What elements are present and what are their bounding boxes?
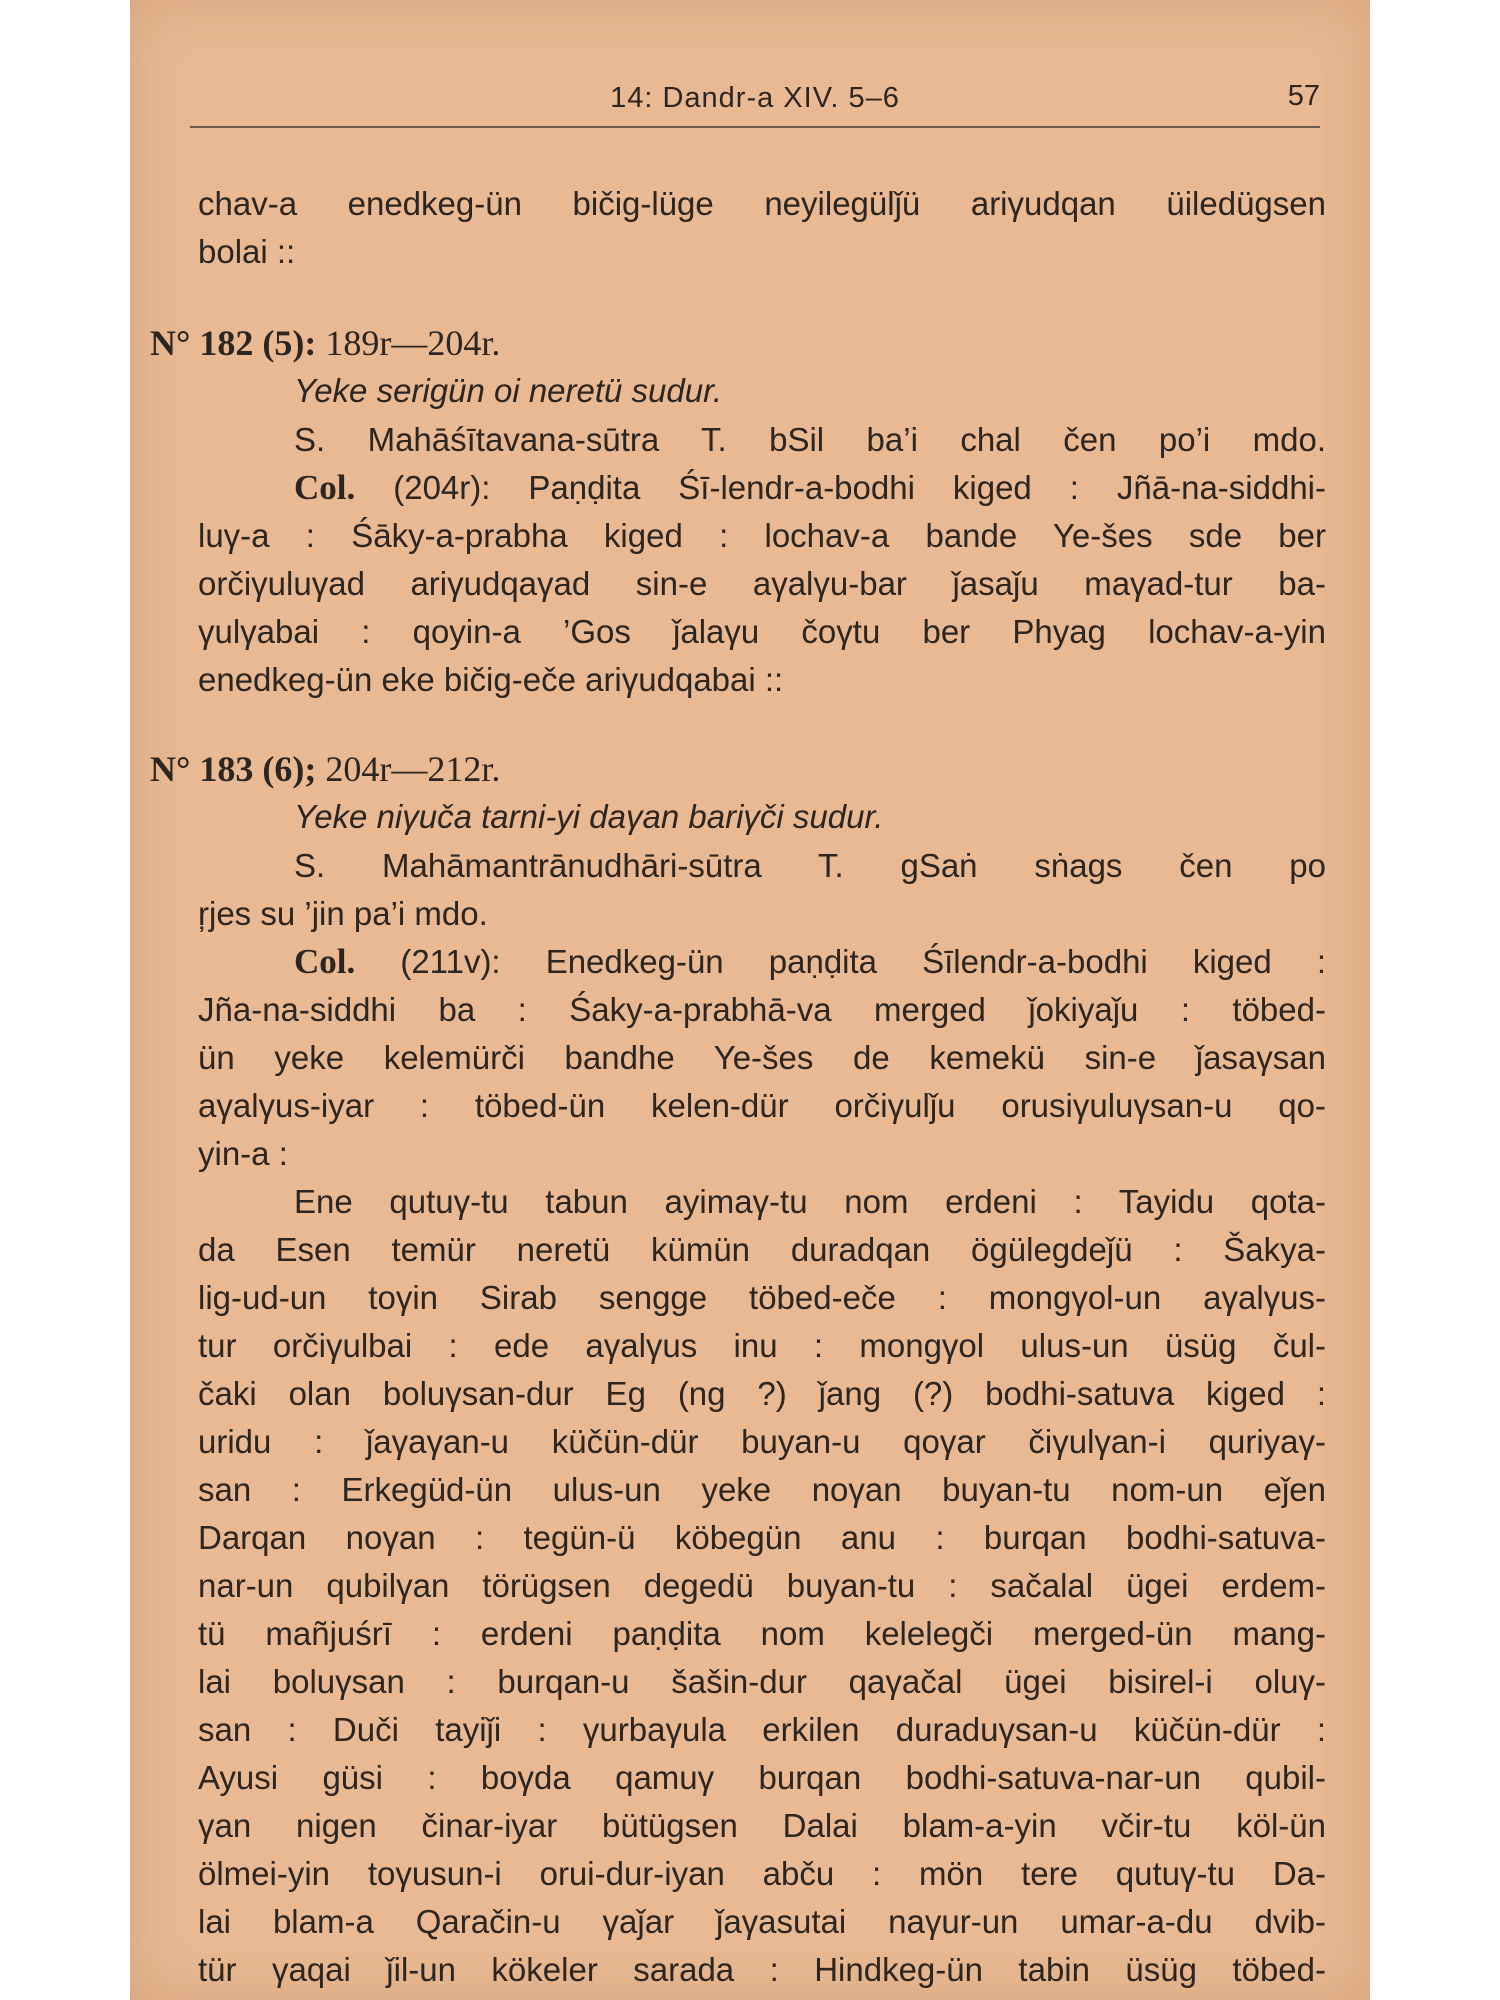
- intro-line: chav-a enedkeg-ün bičig-lüge neyilegülǰü ariγudqan üiledügsen: [198, 185, 1326, 222]
- colophon-line: luγ-a : Śāky-a-prabha kiged : lochav-a bande Ye-šes sde ber: [198, 517, 1326, 554]
- entry-title: Yeke niγuča tarni-yi daγan bariγči sudur.: [294, 798, 884, 835]
- paragraph-line: lai boluγsan : burqan-u šašin-dur qaγačal ügei bisirel-i oluγ-: [198, 1663, 1326, 1700]
- colophon-line: ün yeke kelemürči bandhe Ye-šes de kemekü sin-e ǰasaγsan: [198, 1039, 1326, 1076]
- paragraph-line: san : Erkegüd-ün ulus-un yeke noγan buyan-tu nom-un eǰen: [198, 1471, 1326, 1508]
- intro-line: bolai ::: [198, 233, 296, 270]
- paragraph-line: tür γaqai ǰil-un kökeler sarada : Hindkeg-ün tabin üsüg töbed-: [198, 1951, 1326, 1988]
- paragraph-line: tur orčiγulbai : ede aγalγus inu : mongγol ulus-un üsüg čul-: [198, 1327, 1326, 1364]
- colophon-line: yin-a :: [198, 1135, 288, 1172]
- colophon-label: Col.: [294, 942, 356, 981]
- running-title: 14: Dandr-a XIV. 5–6: [610, 82, 900, 114]
- tibetan-title-continued: ŗjes su ’jin pa’i mdo.: [198, 895, 488, 932]
- colophon-line: γulγabai : qoyin-a ’Gos ǰalaγu čoγtu ber Phyag lochav-a-yin: [198, 613, 1326, 650]
- colophon-line: Jña-na-siddhi ba : Śaky-a-prabhā-va merged ǰokiyaǰu : töbed-: [198, 991, 1326, 1028]
- entry-sanskrit-tibetan: [198, 842, 1326, 890]
- entry-heading: [150, 322, 500, 364]
- paragraph-line: san : Duči tayiǰi : γurbaγula erkilen duraduγsan-u küčün-dür :: [198, 1711, 1326, 1748]
- page-number: 57: [1287, 80, 1320, 112]
- paragraph-line: tü mañjuśrī : erdeni paṇḍita nom kelelegči merged-ün mang-: [198, 1615, 1326, 1652]
- paragraph-line: nar-un qubilγan törügsen degedü buyan-tu : sačalal ügei erdem-: [198, 1567, 1326, 1604]
- colophon-line: aγalγus-iyar : töbed-ün kelen-dür orčiγulǰu orusiγuluγsan-u qo-: [198, 1087, 1326, 1124]
- sanskrit-title: S. Mahāmantrānudhāri-sūtra: [294, 847, 762, 884]
- paragraph-line: da Esen temür neretü kümün duradqan ögülegdeǰü : Šakya-: [198, 1231, 1326, 1268]
- book-page: [130, 0, 1370, 2000]
- paragraph-line: čaki olan boluγsan-dur Eg (ng ?) ǰang (?) bodhi-satuva kiged :: [198, 1375, 1326, 1412]
- paragraph-line: ölmei-yin toγusun-i orui-dur-iyan abču : mön tere qutuγ-tu Da-: [198, 1855, 1326, 1892]
- colophon-line: enedkeg-ün eke bičig-eče ariγudqabai ::: [198, 661, 784, 698]
- paragraph-line: lig-ud-un toγin Sirab sengge töbed-eče : mongγol-un aγalγus-: [198, 1279, 1326, 1316]
- entry-number: N° 183 (6);: [150, 749, 317, 789]
- entry-title: Yeke serigün oi neretü sudur.: [294, 372, 723, 409]
- entry-number: N° 182 (5):: [150, 323, 317, 363]
- page-header: [190, 80, 1320, 128]
- paragraph-line: Darqan noγan : tegün-ü köbegün anu : burqan bodhi-satuva-: [198, 1519, 1326, 1556]
- sanskrit-title: S. Mahāśītavana-sūtra: [294, 421, 660, 458]
- colophon-text: (204r): Paṇḍita Śī-lendr-a-bodhi kiged : Jñā-na-siddhi-: [393, 469, 1327, 506]
- entry-folio: 189r—204r.: [325, 323, 501, 363]
- paragraph-line: Ayusi güsi : boγda qamuγ burqan bodhi-satuva-nar-un qubil-: [198, 1759, 1326, 1796]
- colophon-label: Col.: [294, 468, 356, 507]
- entry-folio: 204r—212r.: [325, 749, 501, 789]
- tibetan-title: T. gSaṅ sṅags čen po: [817, 847, 1327, 884]
- colophon-text: (211v): Enedkeg-ün paṇḍita Śīlendr-a-bodhi kiged :: [400, 943, 1326, 980]
- paragraph-line: Ene qutuγ-tu tabun ayimaγ-tu nom erdeni : Tayidu qota-: [294, 1183, 1326, 1220]
- entry-sanskrit-tibetan: [198, 416, 1326, 464]
- paragraph-line: γan nigen činar-iyar bütügsen Dalai blam-a-yin včir-tu köl-ün: [198, 1807, 1326, 1844]
- colophon-line: [198, 938, 1326, 986]
- colophon-line: [198, 464, 1326, 512]
- tibetan-title: T. bSil ba’i chal čen po’i mdo.: [701, 421, 1326, 458]
- paragraph-line: lai blam-a Qaračin-u γaǰar ǰaγasutai naγur-un umar-a-du dvib-: [198, 1903, 1326, 1940]
- entry-heading: [150, 748, 500, 790]
- paragraph-line: uridu : ǰaγaγan-u küčün-dür buyan-u qoγar čiγulγan-i quriyaγ-: [198, 1423, 1326, 1460]
- colophon-line: orčiγuluγad ariγudqaγad sin-e aγalγu-bar ǰasaǰu maγad-tur ba-: [198, 565, 1326, 602]
